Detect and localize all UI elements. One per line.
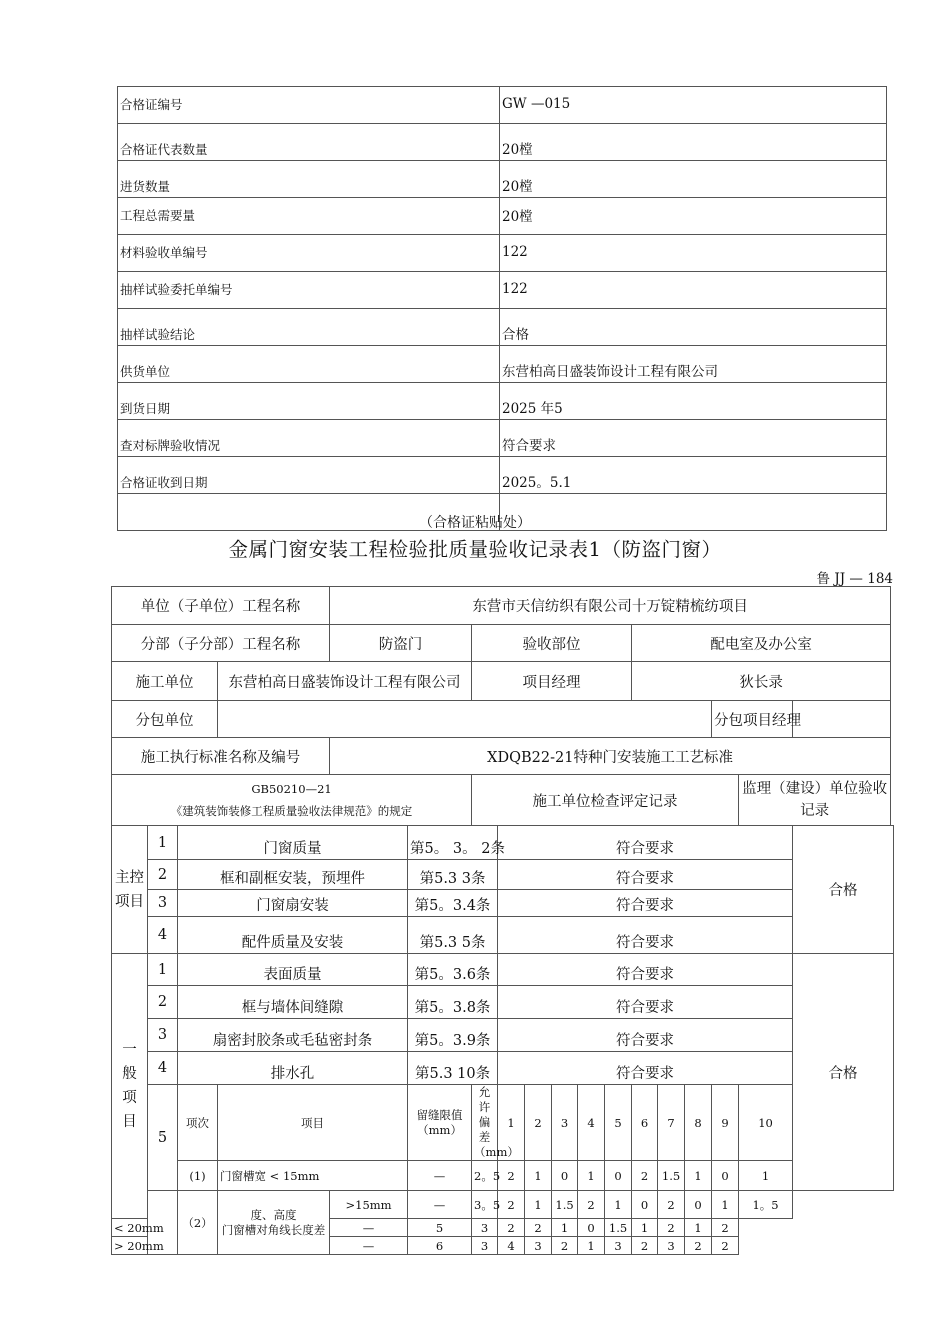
subcontractor-row bbox=[112, 701, 894, 738]
cert-value: 合格 bbox=[500, 309, 887, 346]
dev-point: 1 bbox=[712, 1191, 739, 1219]
cert-value: 122 bbox=[500, 272, 887, 309]
item-clause: 第5。3.6条 bbox=[408, 954, 498, 986]
dev-cond: < 20mm bbox=[112, 1219, 148, 1237]
dev-sub-line1: 度、高度 bbox=[250, 1207, 297, 1222]
point-header: 3 bbox=[552, 1085, 578, 1161]
cert-label: 查对标牌验收情况 bbox=[118, 420, 500, 457]
cert-row bbox=[118, 383, 887, 420]
cert-row bbox=[118, 420, 887, 457]
pm-value: 狄长录 bbox=[632, 662, 891, 701]
point-header: 10 bbox=[739, 1085, 793, 1161]
supervisor-header: 监理（建设）单位验收记录 bbox=[739, 775, 891, 826]
main-item-row bbox=[112, 890, 894, 917]
dev-point: 2 bbox=[498, 1161, 525, 1191]
general-items-body bbox=[112, 954, 894, 1255]
dev-point: 1 bbox=[578, 1161, 605, 1191]
cert-value: 2025。5.1 bbox=[500, 457, 887, 494]
dev-allow: 6 bbox=[408, 1237, 472, 1255]
cert-value: 122 bbox=[500, 235, 887, 272]
dev-point: 3 bbox=[605, 1237, 632, 1255]
cert-row bbox=[118, 161, 887, 198]
dev-sub-line2: 门窗槽对角线长度差 bbox=[221, 1222, 326, 1237]
deviation-row bbox=[112, 1161, 894, 1191]
unit-value: 东营市天信纺织有限公司十万锭精梳纺项目 bbox=[330, 587, 891, 625]
sub-pm-value bbox=[793, 701, 891, 738]
item-name: 排水孔 bbox=[178, 1052, 408, 1085]
accept-part-value: 配电室及办公室 bbox=[632, 625, 891, 662]
cert-label: 到货日期 bbox=[118, 383, 500, 420]
std-label: 施工执行标准名称及编号 bbox=[112, 738, 330, 775]
dev-point: 1 bbox=[578, 1237, 605, 1255]
record-title: 金属门窗安装工程检验批质量验收记录表1（防盗门窗） bbox=[228, 538, 722, 561]
point-header: 7 bbox=[658, 1085, 685, 1161]
spec-cell bbox=[112, 775, 472, 826]
header-row bbox=[112, 775, 894, 826]
cert-value: 2025 年5 bbox=[500, 383, 887, 420]
item-name: 门窗质量 bbox=[178, 826, 408, 860]
dev-point: 2 bbox=[498, 1191, 525, 1219]
item-clause: 第5。3.4条 bbox=[408, 890, 498, 917]
dev-limit: — bbox=[330, 1219, 408, 1237]
item-clause: 第5.3 3条 bbox=[408, 860, 498, 890]
dev-point: 0 bbox=[552, 1161, 578, 1191]
cert-value: 20樘 bbox=[500, 161, 887, 198]
dev-point: 2 bbox=[712, 1237, 739, 1255]
cert-label: 材料验收单编号 bbox=[118, 235, 500, 272]
unit-label: 单位（子单位）工程名称 bbox=[112, 587, 330, 625]
item-result: 符合要求 bbox=[498, 954, 793, 986]
main-verdict: 合格 bbox=[793, 826, 894, 954]
certificate-body bbox=[118, 87, 887, 531]
record-code: 鲁 JJ — 184 bbox=[816, 571, 893, 587]
point-header: 8 bbox=[685, 1085, 712, 1161]
cert-row bbox=[118, 198, 887, 235]
cert-label: 供货单位 bbox=[118, 346, 500, 383]
dev-point: 2 bbox=[578, 1191, 605, 1219]
general-verdict: 合格 bbox=[793, 954, 894, 1191]
division-row bbox=[112, 625, 894, 662]
dev-point: 2 bbox=[632, 1237, 658, 1255]
item-no: 1 bbox=[148, 826, 178, 860]
item-clause: 第5。3.8条 bbox=[408, 986, 498, 1019]
cert-label: 抽样试验结论 bbox=[118, 309, 500, 346]
deviation-header-row bbox=[112, 1085, 894, 1161]
item-result: 符合要求 bbox=[498, 890, 793, 917]
dev-point: 4 bbox=[498, 1237, 525, 1255]
cert-value: 东营柏高日盛装饰设计工程有限公司 bbox=[500, 346, 887, 383]
item-result: 符合要求 bbox=[498, 1019, 793, 1052]
standard-row bbox=[112, 738, 894, 775]
cert-label: 抽样试验委托单编号 bbox=[118, 272, 500, 309]
cert-label: 合格证代表数量 bbox=[118, 124, 500, 161]
general-item-row bbox=[112, 954, 894, 986]
allow-dev-header: 允许偏差（mm） bbox=[472, 1085, 498, 1161]
item-name: 表面质量 bbox=[178, 954, 408, 986]
general-item-row bbox=[112, 1019, 894, 1052]
dev-name: 门窗槽宽 < 15mm bbox=[218, 1161, 408, 1191]
sub-label: 分包单位 bbox=[112, 701, 218, 738]
dev-point: 1 bbox=[739, 1161, 793, 1191]
point-header: 4 bbox=[578, 1085, 605, 1161]
cert-row bbox=[118, 346, 887, 383]
dev-point: 1 bbox=[685, 1219, 712, 1237]
dev-point: 1 bbox=[552, 1219, 578, 1237]
point-header: 6 bbox=[632, 1085, 658, 1161]
dev-point: 3 bbox=[658, 1237, 685, 1255]
item-result: 符合要求 bbox=[498, 860, 793, 890]
item-no: 4 bbox=[148, 1052, 178, 1085]
dev-point: 2 bbox=[552, 1237, 578, 1255]
item-clause: 第5。3.9条 bbox=[408, 1019, 498, 1052]
dev-point: 3 bbox=[525, 1237, 552, 1255]
cert-row bbox=[118, 87, 887, 124]
cert-label: 工程总需要量 bbox=[118, 198, 500, 235]
cert-label: 合格证编号 bbox=[118, 87, 500, 124]
cert-row bbox=[118, 272, 887, 309]
dev-no: (1) bbox=[178, 1161, 218, 1191]
item5-no: 5 bbox=[148, 1085, 178, 1191]
dev-allow: 5 bbox=[408, 1219, 472, 1237]
item-clause: 第5.3 5条 bbox=[408, 917, 498, 954]
general-item-row bbox=[112, 1052, 894, 1085]
sub-pm-label: 分包项目经理 bbox=[712, 701, 793, 738]
contractor-label: 施工单位 bbox=[112, 662, 218, 701]
dev-point: 1 bbox=[525, 1191, 552, 1219]
dev-cond: >15mm bbox=[330, 1191, 408, 1219]
item-no: 3 bbox=[148, 1019, 178, 1052]
check-header: 施工单位检查评定记录 bbox=[472, 775, 739, 826]
item-no: 2 bbox=[148, 860, 178, 890]
cert-value: 符合要求 bbox=[500, 420, 887, 457]
point-header: 2 bbox=[525, 1085, 552, 1161]
dev-point: 2 bbox=[632, 1161, 658, 1191]
item-result: 符合要求 bbox=[498, 986, 793, 1019]
dev-point: 2 bbox=[685, 1237, 712, 1255]
dev-point: 1。5 bbox=[739, 1191, 793, 1219]
general-group-label bbox=[112, 954, 148, 1219]
spec-line1: GB50210—21 bbox=[251, 782, 332, 796]
item-name: 门窗扇安装 bbox=[178, 890, 408, 917]
std-value: XDQB22-21特种门安装施工工艺标准 bbox=[330, 738, 891, 775]
dev-point: 1 bbox=[605, 1191, 632, 1219]
dev-point: 0 bbox=[632, 1191, 658, 1219]
dev-point: 1 bbox=[685, 1161, 712, 1191]
item-name: 框与墙体间缝隙 bbox=[178, 986, 408, 1019]
cert-label: 进货数量 bbox=[118, 161, 500, 198]
dev-limit: — bbox=[330, 1237, 408, 1255]
gap-limit-header: 留缝限值（mm） bbox=[408, 1085, 472, 1161]
item-clause: 第5.3 10条 bbox=[408, 1052, 498, 1085]
cert-value: 20樘 bbox=[500, 124, 887, 161]
dev-point: 0 bbox=[605, 1161, 632, 1191]
dev-point: 1.5 bbox=[658, 1161, 685, 1191]
spec-line2: 《建筑装饰装修工程质量验收法律规范》的规定 bbox=[170, 804, 413, 818]
item-result: 符合要求 bbox=[498, 1052, 793, 1085]
item-result: 符合要求 bbox=[498, 917, 793, 954]
main-item-row bbox=[112, 826, 894, 860]
item-result: 符合要求 bbox=[498, 826, 793, 860]
main-group-label: 主控项目 bbox=[112, 826, 148, 954]
item-clause: 第5。 3。 2条 bbox=[408, 826, 498, 860]
cert-label: 合格证收到日期 bbox=[118, 457, 500, 494]
dev-point: 0 bbox=[712, 1161, 739, 1191]
dev-limit: — bbox=[408, 1191, 472, 1219]
dev-allow: 3。5 bbox=[472, 1191, 498, 1219]
dev-point: 1.5 bbox=[552, 1191, 578, 1219]
dev-point: 2 bbox=[658, 1219, 685, 1237]
dev-point: 2 bbox=[658, 1191, 685, 1219]
contractor-row bbox=[112, 662, 894, 701]
point-header: 5 bbox=[605, 1085, 632, 1161]
cert-row bbox=[118, 457, 887, 494]
item-name: 配件质量及安装 bbox=[178, 917, 408, 954]
main-item-row bbox=[112, 860, 894, 890]
dev-point: 3 bbox=[472, 1219, 498, 1237]
item-no: 1 bbox=[148, 954, 178, 986]
dev-point: 2 bbox=[712, 1219, 739, 1237]
dev-point: 0 bbox=[578, 1219, 605, 1237]
item-name: 框和副框安装，预埋件 bbox=[178, 860, 408, 890]
dev-point: 2 bbox=[498, 1219, 525, 1237]
sub-value bbox=[218, 701, 712, 738]
item-no: 3 bbox=[148, 890, 178, 917]
pm-label: 项目经理 bbox=[472, 662, 632, 701]
dev-point: 2 bbox=[525, 1219, 552, 1237]
accept-part-label: 验收部位 bbox=[472, 625, 632, 662]
dev-no: （2） bbox=[178, 1191, 218, 1255]
acceptance-record-table bbox=[111, 586, 894, 1255]
general-item-row bbox=[112, 986, 894, 1019]
dev-item-no-header: 项次 bbox=[178, 1085, 218, 1161]
main-items-body bbox=[112, 826, 894, 954]
division-value: 防盗门 bbox=[330, 625, 472, 662]
item-name: 扇密封胶条或毛毡密封条 bbox=[178, 1019, 408, 1052]
cert-value: 20樘 bbox=[500, 198, 887, 235]
dev-cond: > 20mm bbox=[112, 1237, 148, 1255]
cert-row bbox=[118, 124, 887, 161]
cert-row bbox=[118, 235, 887, 272]
certificate-caption: （合格证粘贴处） bbox=[419, 515, 531, 531]
main-item-row bbox=[112, 917, 894, 954]
dev-limit: — bbox=[408, 1161, 472, 1191]
cert-row bbox=[118, 309, 887, 346]
dev-point: 1 bbox=[632, 1219, 658, 1237]
dev-sub-name bbox=[218, 1191, 330, 1255]
point-header: 1 bbox=[498, 1085, 525, 1161]
contractor-value: 东营柏高日盛装饰设计工程有限公司 bbox=[218, 662, 472, 701]
point-header: 9 bbox=[712, 1085, 739, 1161]
unit-row bbox=[112, 587, 894, 625]
general-group-text: 一般项目 bbox=[122, 1042, 137, 1130]
dev-point: 1.5 bbox=[605, 1219, 632, 1237]
division-label: 分部（子分部）工程名称 bbox=[112, 625, 330, 662]
dev-point: 3 bbox=[472, 1237, 498, 1255]
cert-value: GW —015 bbox=[500, 87, 887, 124]
item-no: 2 bbox=[148, 986, 178, 1019]
deviation-row bbox=[112, 1191, 894, 1219]
dev-point: 1 bbox=[525, 1161, 552, 1191]
item-no: 4 bbox=[148, 917, 178, 954]
dev-allow: 2。5 bbox=[472, 1161, 498, 1191]
dev-point: 0 bbox=[685, 1191, 712, 1219]
certificate-table bbox=[117, 86, 887, 531]
dev-item-header: 项目 bbox=[218, 1085, 408, 1161]
